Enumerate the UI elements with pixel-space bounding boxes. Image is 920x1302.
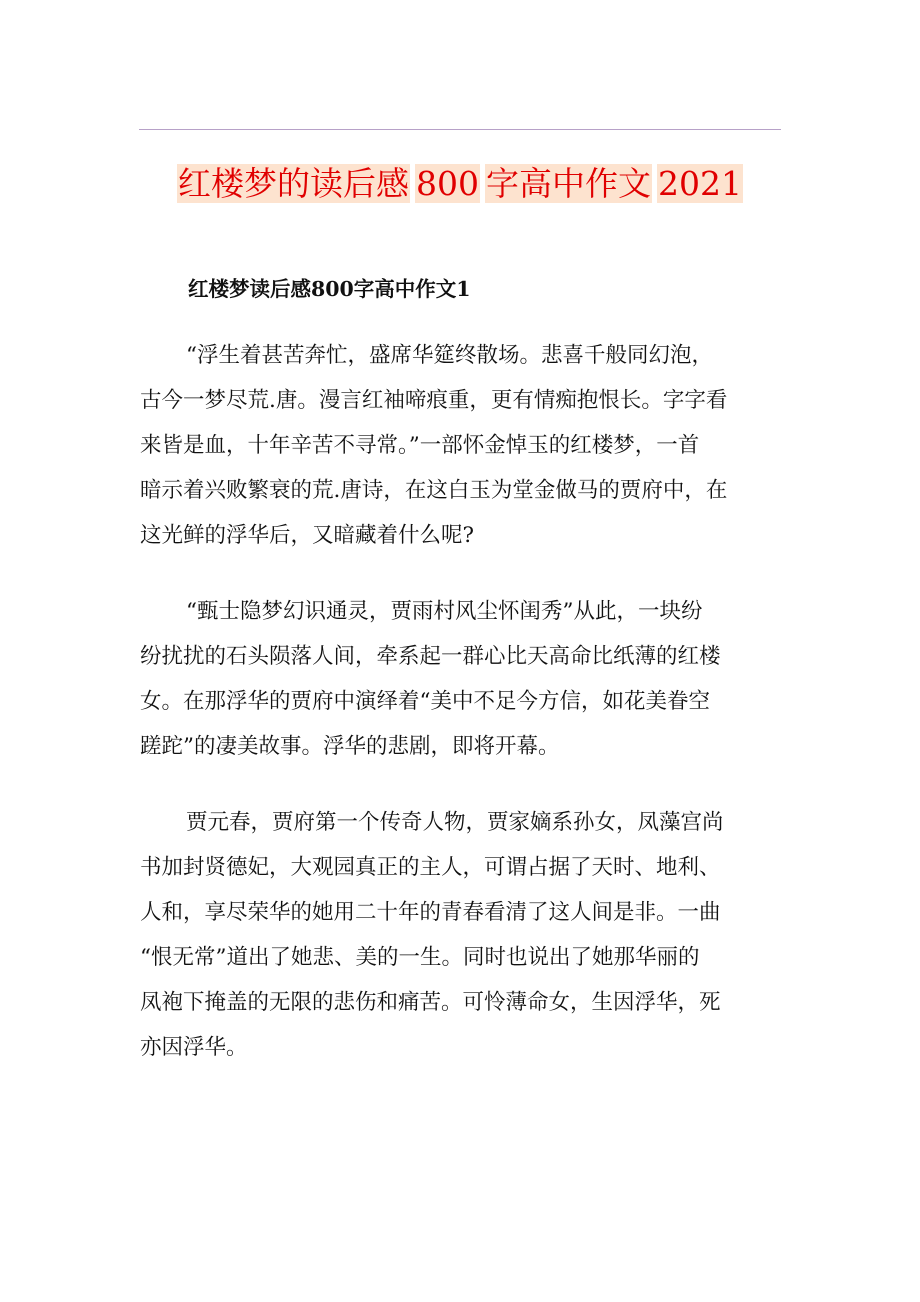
section-heading: 红楼梦读后感800字高中作文1	[188, 277, 471, 301]
paragraph-line: 凤袍下掩盖的无限的悲伤和痛苦。可怜薄命女，生因浮华，死	[140, 990, 721, 1015]
title-segment: 字高中作文	[486, 164, 651, 203]
paragraph-line: 亦因浮华。	[140, 1035, 248, 1060]
paragraph-line: 贾元春，贾府第一个传奇人物，贾家嫡系孙女，凤藻宫尚	[186, 810, 724, 835]
paragraph-line: 古今一梦尽荒.唐。漫言红袖啼痕重，更有情痴抱恨长。字字看	[140, 388, 728, 413]
title-segment: 红楼梦的读后感	[178, 164, 409, 203]
paragraph-line: 暗示着兴败繁衰的荒.唐诗，在这白玉为堂金做马的贾府中，在	[140, 478, 728, 503]
paragraph-line: 来皆是血，十年辛苦不寻常。”一部怀金悼玉的红楼梦，一首	[140, 433, 700, 458]
paragraph-3	[140, 800, 780, 1070]
paragraph-line: 书加封贤德妃，大观园真正的主人，可谓占据了天时、地利、	[140, 855, 721, 880]
paragraph-line: 人和，享尽荣华的她用二十年的青春看清了这人间是非。一曲	[140, 900, 721, 925]
paragraph-line: “甄士隐梦幻识通灵，贾雨村风尘怀闺秀”从此，一块纷	[186, 599, 703, 624]
paragraph-line: “恨无常”道出了她悲、美的一生。同时也说出了她那华丽的	[140, 945, 700, 970]
title-segment: 2021	[658, 164, 742, 203]
paragraph-line: 女。在那浮华的贾府中演绎着“美中不足今方信，如花美眷空	[140, 689, 710, 714]
document-title	[0, 162, 920, 206]
title-segment: 800	[416, 164, 479, 203]
paragraph-line: “浮生着甚苦奔忙，盛席华筵终散场。悲喜千般同幻泡，	[186, 343, 713, 368]
header-rule	[139, 129, 781, 130]
paragraph-line: 纷扰扰的石头陨落人间，牵系起一群心比天高命比纸薄的红楼	[140, 644, 721, 669]
paragraph-2	[140, 589, 780, 769]
paragraph-1	[140, 333, 780, 558]
paragraph-line: 蹉跎”的凄美故事。浮华的悲剧，即将开幕。	[140, 734, 560, 759]
paragraph-line: 这光鲜的浮华后，又暗藏着什么呢?	[140, 523, 475, 548]
